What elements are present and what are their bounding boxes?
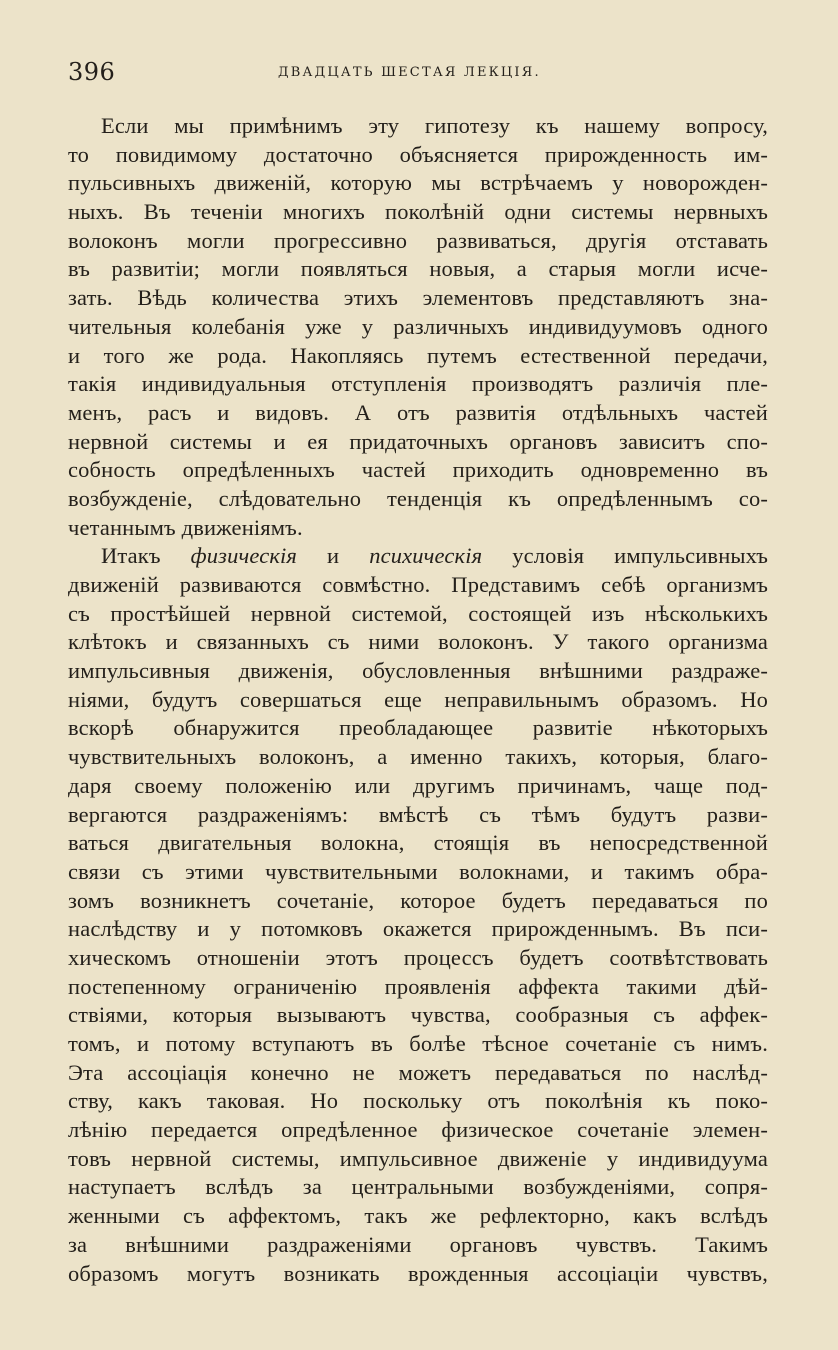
- text-line: ныхъ. Въ теченіи многихъ поколѣній одни системы нервныхъ: [68, 199, 768, 225]
- text-line: то повидимому достаточно объясняется прирожденность им-: [68, 141, 768, 167]
- text-line: пульсивныхъ движеній, которую мы встрѣчаемъ у новорожден-: [68, 170, 768, 196]
- text-line: волоконъ могли прогрессивно развиваться, другія отставать: [68, 227, 768, 253]
- text-line: вергаются раздраженіямъ: вмѣстѣ съ тѣмъ будутъ разви-: [68, 801, 768, 827]
- text-line: Итакъ физическія и психическія условія импульсивныхъ: [101, 543, 768, 569]
- text-line: менъ, расъ и видовъ. А отъ развитія отдѣльныхъ частей: [68, 399, 768, 425]
- page-header: [68, 58, 770, 90]
- text-line: Эта ассоціація конечно не можетъ передаваться по наслѣд-: [68, 1059, 768, 1085]
- page-number: 396: [68, 58, 116, 86]
- text-line: хическомъ отношеніи этотъ процессъ будетъ соотвѣтствовать: [68, 944, 768, 970]
- text-line: такія индивидуальныя отступленія производятъ различія пле-: [68, 371, 768, 397]
- italic-term: физическія: [190, 543, 298, 569]
- text-line: импульсивныя движенія, обусловленныя внѣшними раздраже-: [68, 658, 768, 684]
- text-line: чительныя колебанія уже у различныхъ индивидуумовъ одного: [68, 313, 768, 339]
- text-line: въ развитіи; могли появляться новыя, а старыя могли исче-: [68, 256, 768, 282]
- paragraph-2: [68, 542, 768, 1288]
- text-line: связи съ этими чувствительными волокнами, и такимъ обра-: [68, 858, 768, 884]
- text-line: четаннымъ движеніямъ.: [68, 514, 303, 540]
- text-line: зать. Вѣдь количества этихъ элементовъ представляютъ зна-: [68, 285, 768, 311]
- text-line: клѣтокъ и связанныхъ съ ними волоконъ. У такого организма: [68, 629, 768, 655]
- text-line: зомъ возникнетъ сочетаніе, которое будетъ передаваться по: [68, 887, 768, 913]
- text-line: наслѣдству и у потомковъ окажется прирожденнымъ. Въ пси-: [68, 916, 768, 942]
- text-line: ству, какъ таковая. Но поскольку отъ поколѣнія къ поко-: [68, 1088, 768, 1114]
- paragraph-1: [68, 112, 768, 542]
- text-line: постепенному ограниченію проявленія аффекта такими дѣй-: [68, 973, 768, 999]
- italic-term: психическія: [369, 543, 483, 569]
- text-line: нервной системы и ея придаточныхъ органовъ зависитъ спо-: [68, 428, 768, 454]
- text-line: Если мы примѣнимъ эту гипотезу къ нашему вопросу,: [101, 113, 768, 138]
- text-line: ваться двигательныя волокна, стоящія въ непосредственной: [68, 830, 768, 856]
- text-line: товъ нервной системы, импульсивное движеніе у индивидуума: [68, 1145, 768, 1171]
- text-line: образомъ могутъ возникать врожденныя ассоціаціи чувствъ,: [68, 1260, 768, 1286]
- text-line: даря своему положенію или другимъ причинамъ, чаще под-: [68, 772, 768, 798]
- text-line: наступаетъ вслѣдъ за центральными возбужденіями, сопря-: [68, 1174, 768, 1200]
- text-line: за внѣшними раздраженіями органовъ чувствъ. Такимъ: [68, 1231, 768, 1257]
- text-line: чувствительныхъ волоконъ, а именно такихъ, которыя, благо-: [68, 744, 768, 770]
- text-line: собность опредѣленныхъ частей приходить одновременно въ: [68, 457, 768, 483]
- text-line: женными съ аффектомъ, такъ же рефлекторно, какъ вслѣдъ: [68, 1203, 768, 1229]
- text-line: лѣнію передается опредѣленное физическое сочетаніе элемен-: [68, 1117, 768, 1143]
- running-head: ДВАДЦАТЬ ШЕСТАЯ ЛЕКЦІЯ.: [278, 65, 541, 80]
- body-text: [68, 112, 768, 1288]
- text-line: возбужденіе, слѣдовательно тенденція къ опредѣленнымъ со-: [68, 485, 768, 511]
- text-line: вскорѣ обнаружится преобладающее развитіе нѣкоторыхъ: [68, 715, 768, 741]
- text-line: ствіями, которыя вызываютъ чувства, сообразныя съ аффек-: [68, 1002, 768, 1028]
- text-line: движеній развиваются совмѣстно. Представимъ себѣ организмъ: [68, 572, 768, 597]
- text-line: ніями, будутъ совершаться еще неправильнымъ образомъ. Но: [68, 686, 768, 712]
- text-line: съ простѣйшей нервной системой, состоящей изъ нѣсколькихъ: [68, 600, 768, 626]
- text-line: и того же рода. Накопляясь путемъ естественной передачи,: [68, 342, 768, 368]
- text-line: томъ, и потому вступаютъ въ болѣе тѣсное сочетаніе съ нимъ.: [68, 1031, 768, 1056]
